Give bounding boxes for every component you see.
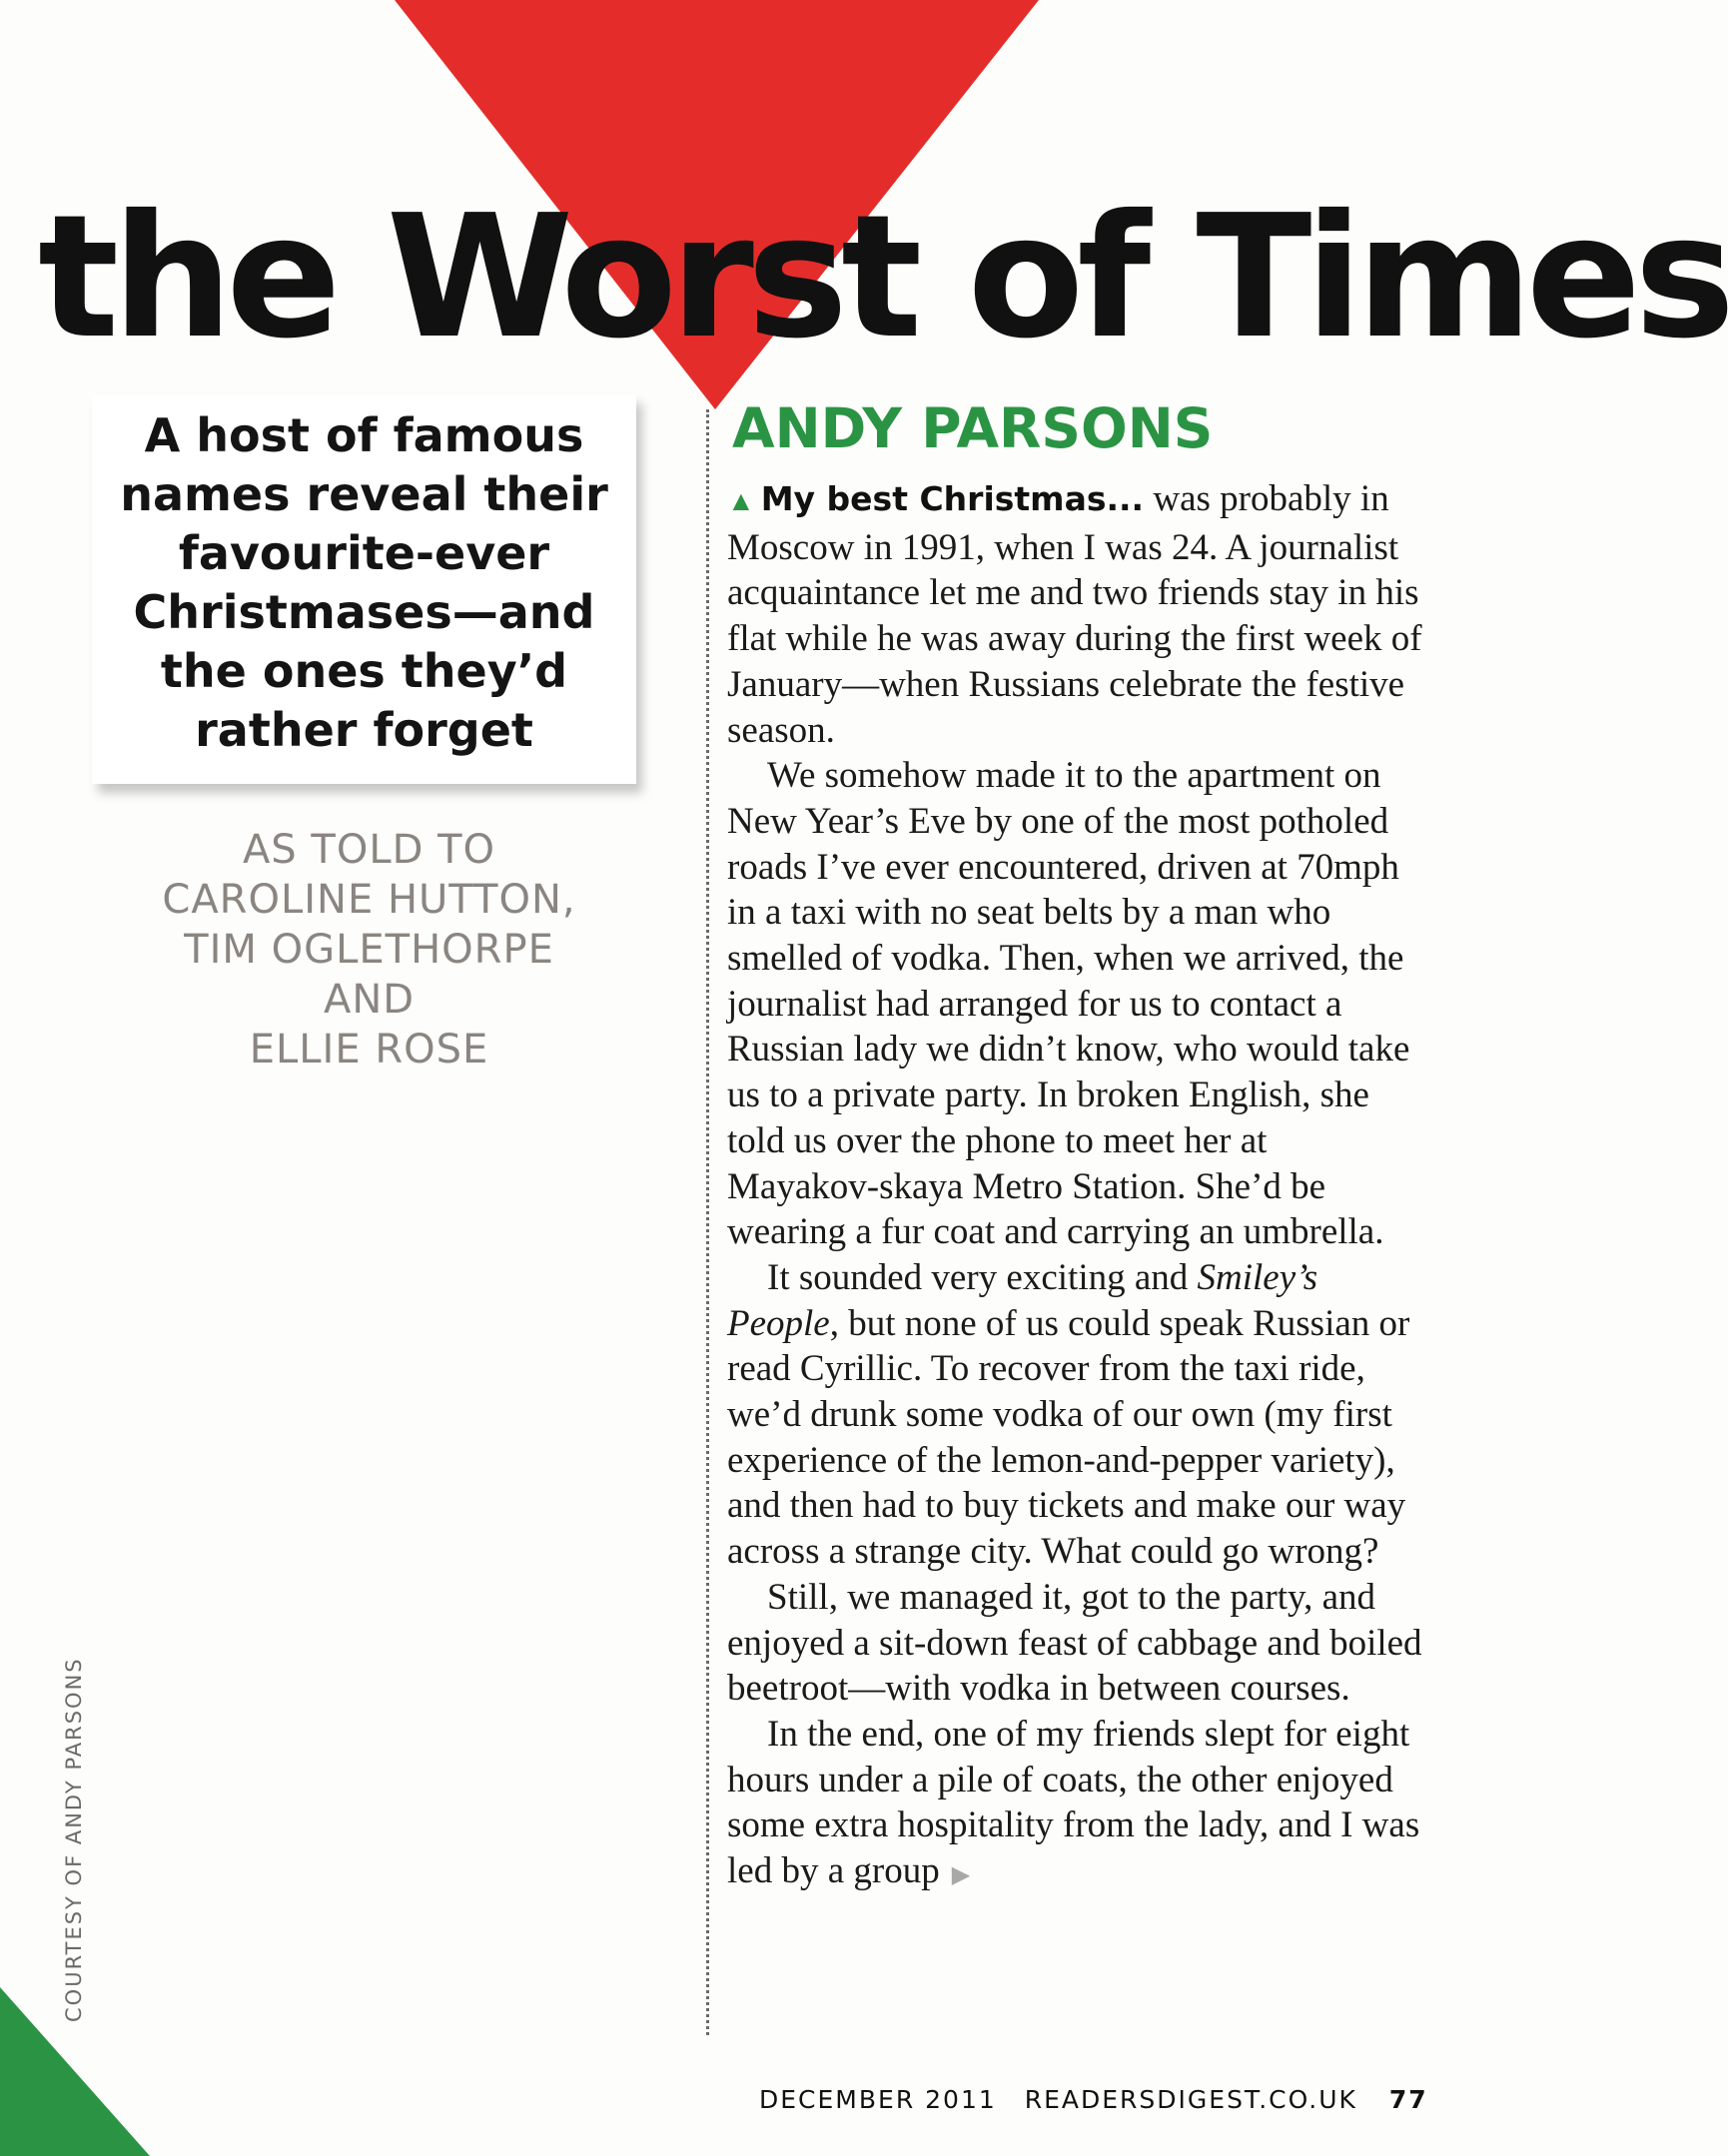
website: READERSDIGEST.CO.UK — [1024, 2085, 1357, 2114]
paragraph-text: , but none of us could speak Russian or read Cyrillic. To recover from the taxi ride, we’d drunk some vodka of our own (my first experience of the lemon-and-pepper variety), and then had to buy tickets and make our way across a strange city. What could go wrong? — [727, 1302, 1410, 1573]
lead-in: My best Christmas... — [760, 479, 1145, 518]
paragraph-text: It sounded very exciting and — [767, 1256, 1198, 1298]
paragraph-1 — [727, 476, 1426, 753]
page-footer — [759, 2085, 1428, 2114]
continue-arrow-icon: ▶ — [951, 1862, 971, 1889]
paragraph-3 — [727, 1255, 1426, 1575]
page-number: 77 — [1388, 2085, 1428, 2114]
paragraph-5 — [727, 1712, 1426, 1899]
byline-line: CAROLINE HUTTON, — [162, 877, 576, 923]
paragraph-text: In the end, one of my friends slept for eight hours under a pile of coats, the other enjoyed some extra hospitality from the lady, and I was led by a group — [727, 1713, 1420, 1892]
byline-line: ELLIE ROSE — [249, 1027, 489, 1073]
byline — [92, 825, 646, 1075]
byline-line: TIM OGLETHORPE — [184, 927, 554, 973]
green-corner-shape — [0, 1987, 150, 2156]
article-body — [727, 476, 1426, 1899]
byline-line: AND — [323, 977, 416, 1023]
standfirst: A host of famous names reveal their favourite-ever Christmases—and the ones they’d rather forget — [120, 408, 608, 757]
paragraph-2: We somehow made it to the apartment on New Year’s Eve by one of the most potholed roads I’ve ever encountered, driven at 70mph in a taxi with no seat belts by a man who smelled of vodka. Then, when we arrived, the journalist had arranged for us to contact a Russian lady we didn’t know, who would take us to a private party. In broken English, she told us over the phone to meet her at Mayakov-skaya Metro Station. She’d be wearing a fur coat and carrying an umbrella. — [727, 755, 1410, 1253]
triangle-bullet-icon: ▲ — [727, 486, 755, 517]
paragraph-4: Still, we managed it, got to the party, and enjoyed a sit-down feast of cabbage and boiled beetroot—with vodka in between courses. — [727, 1576, 1422, 1710]
section-name: ANDY PARSONS — [732, 396, 1214, 460]
column-divider — [706, 409, 709, 2035]
standfirst-box — [92, 394, 636, 784]
page-title: the Worst of Times — [38, 179, 1728, 376]
italic-title: Smiley’s People — [727, 1256, 1318, 1344]
issue-date: DECEMBER 2011 — [759, 2085, 997, 2114]
byline-line: AS TOLD TO — [242, 827, 496, 873]
photo-credit: COURTESY OF ANDY PARSONS — [62, 1657, 86, 2022]
paragraph-text: was probably in Moscow in 1991, when I was 24. A journalist acquaintance let me and two friends stay in his flat while he was away during the first week of January—when Russians celebrate the festive season. — [727, 478, 1422, 751]
green-corner-graphic — [0, 1987, 150, 2156]
